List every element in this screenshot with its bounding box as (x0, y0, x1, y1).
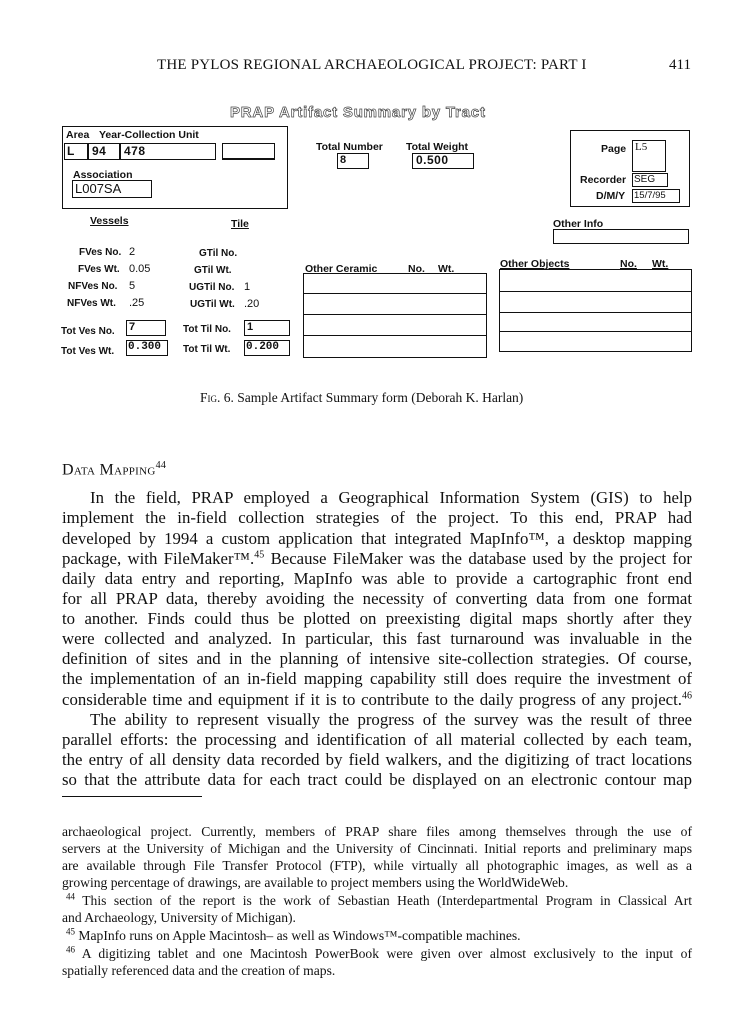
tot-til-no-value: 1 (247, 321, 254, 333)
total-number-value: 8 (340, 154, 347, 166)
table-row-divider (304, 335, 486, 336)
gtil-no-label: GTil No. (199, 248, 238, 259)
text-line: definition of sites and in the planning of intensive site-collection strategies. Of course, (62, 649, 692, 668)
tot-ves-no-value: 7 (129, 321, 136, 333)
other-objects-no-label: No. (620, 258, 637, 270)
dmy-label: D/M/Y (596, 190, 626, 202)
fves-no-label: FVes No. (79, 247, 122, 258)
footnote-line: and Archaeology, University of Michigan). (62, 910, 296, 925)
tot-til-wt-label: Tot Til Wt. (183, 344, 231, 355)
text-line: daily data entry and reporting, MapInfo was able to provide a cartographic front end (62, 569, 692, 588)
footnote-46 (66, 945, 692, 962)
footnote-text: MapInfo runs on Apple Macintosh– as well as Windows™-compatible machines. (78, 928, 521, 943)
ugtil-wt-value: .20 (244, 298, 260, 310)
table-row-divider (500, 291, 691, 292)
area-value: L (67, 144, 75, 158)
other-objects-table (499, 269, 692, 352)
nfves-no-value: 5 (129, 280, 136, 292)
table-row-divider (304, 293, 486, 294)
text-line: The ability to represent visually the progress of the survey was the result of three (90, 710, 692, 729)
vessels-heading: Vessels (90, 215, 129, 227)
association-value: L007SA (75, 181, 122, 196)
other-ceramic-table (303, 273, 487, 358)
footnote-ref-46: 46 (682, 690, 692, 702)
running-title: THE PYLOS REGIONAL ARCHAEOLOGICAL PROJECT: PART I (157, 57, 587, 73)
dmy-value: 15/7/95 (634, 190, 666, 201)
page-number: 411 (669, 57, 691, 73)
page-value: L5 (635, 141, 648, 153)
tile-heading: Tile (231, 218, 249, 230)
nfves-wt-label: NFVes Wt. (67, 298, 116, 309)
caption-fig-number: Fig. 6. (200, 390, 234, 405)
text-line: the implementation of an in-field mapping capability still does require the investment of (62, 669, 692, 688)
fves-wt-value: 0.05 (129, 263, 151, 275)
footnote-line: are available through File Transfer Protocol (FTP), while virtually all photographic images, as well as a (62, 858, 692, 873)
ugtil-no-value: 1 (244, 281, 251, 293)
section-heading (62, 460, 166, 479)
text-line: to another. Finds could thus be plotted on preexisting digital maps shortly after they (62, 609, 692, 628)
text-line: the entry of all density data recorded by field walkers, and the digitizing of tract locations (62, 750, 692, 769)
association-label: Association (73, 169, 133, 181)
text-line: In the field, PRAP employed a Geographical Information System (GIS) to help (90, 488, 692, 507)
footnote-rule (62, 796, 202, 797)
text-span: package, with FileMaker™. (62, 549, 255, 568)
ugtil-wt-label: UGTil Wt. (190, 299, 235, 310)
other-objects-label: Other Objects (500, 258, 570, 270)
area-label: Area (66, 129, 90, 141)
form-title: PRAP Artifact Summary by Tract (230, 104, 486, 121)
text-line (62, 549, 692, 569)
fves-wt-label: FVes Wt. (78, 264, 120, 275)
fves-no-value: 2 (129, 246, 136, 258)
footnote-text: A digitizing tablet and one Macintosh PowerBook were given over almost exclusively to the input of (81, 946, 692, 961)
total-weight-label: Total Weight (406, 141, 469, 153)
footnote-text: This section of the report is the work of Sebastian Heath (Interdepartmental Program in Classical Art (82, 893, 693, 908)
table-row-divider (304, 314, 486, 315)
recorder-value: SEG (634, 174, 656, 185)
recorder-label: Recorder (580, 174, 627, 186)
text-span: considerable time and equipment if it is to contribute to the daily progress of any project. (62, 690, 682, 709)
tot-ves-no-label: Tot Ves No. (61, 326, 115, 337)
other-ceramic-no-label: No. (408, 263, 425, 275)
text-line: parallel efforts: the processing and identification of all material collected by each team, (62, 730, 692, 749)
gtil-wt-label: GTil Wt. (194, 265, 232, 276)
tot-til-no-label: Tot Til No. (183, 324, 231, 335)
tot-ves-wt-label: Tot Ves Wt. (61, 346, 115, 357)
footnote-ref-44: 44 (155, 460, 167, 471)
text-line: for all PRAP data, thereby avoiding the necessity of converting data from one format (62, 589, 692, 608)
section-heading-text: Data Mapping (62, 461, 156, 479)
text-span: Because FileMaker was the database used by the project for (270, 549, 692, 568)
footnote-line: spatially referenced data and the creation of maps. (62, 963, 336, 978)
caption-text: Sample Artifact Summary form (Deborah K. Harlan) (237, 390, 524, 405)
nfves-wt-value: .25 (129, 297, 145, 309)
other-info-field (553, 229, 689, 244)
other-ceramic-label: Other Ceramic (305, 263, 378, 275)
other-info-label: Other Info (553, 218, 604, 230)
text-line: implement the in-field collection strategies of the project. To this end, PRAP had (62, 508, 692, 527)
tot-til-wt-value: 0.200 (246, 341, 280, 353)
footnote-number: 45 (66, 926, 75, 937)
table-row-divider (500, 331, 691, 332)
total-number-label: Total Number (316, 141, 383, 153)
extra-field (222, 143, 275, 160)
footnote-line: growing percentage of drawings, are available to project members using the WorldWideWeb. (62, 875, 569, 890)
other-ceramic-wt-label: Wt. (438, 263, 455, 275)
text-line: developed by 1994 a custom application that integrated MapInfo™, a desktop mapping (62, 529, 692, 548)
tot-ves-wt-value: 0.300 (128, 341, 162, 353)
footnote-line: archaeological project. Currently, members of PRAP share files among themselves through the use of (62, 824, 692, 839)
text-line: were collected and analyzed. In particular, this fast turnaround was invaluable in the (62, 629, 692, 648)
footnote-line: servers at the University of Michigan and the University of Cincinnati. Initial reports and preliminary maps (62, 841, 692, 856)
footnote-number: 46 (66, 944, 75, 955)
year-value: 94 (92, 144, 107, 158)
ugtil-no-label: UGTil No. (189, 282, 235, 293)
other-objects-wt-label: Wt. (652, 258, 669, 270)
figure-caption (200, 390, 523, 406)
total-weight-value: 0.500 (416, 153, 449, 167)
footnote-number: 44 (66, 891, 75, 902)
footnote-ref-45: 45 (254, 549, 265, 561)
text-line: so that the attribute data for each tract could be displayed on an electronic contour map (62, 770, 692, 789)
table-row-divider (500, 312, 691, 313)
footnote-44 (66, 892, 692, 909)
year-collection-unit-label: Year-Collection Unit (99, 129, 199, 141)
text-line (62, 690, 692, 710)
page-label: Page (601, 143, 627, 155)
nfves-no-label: NFVes No. (68, 281, 118, 292)
unit-value: 478 (124, 144, 146, 158)
footnote-45 (66, 927, 692, 944)
